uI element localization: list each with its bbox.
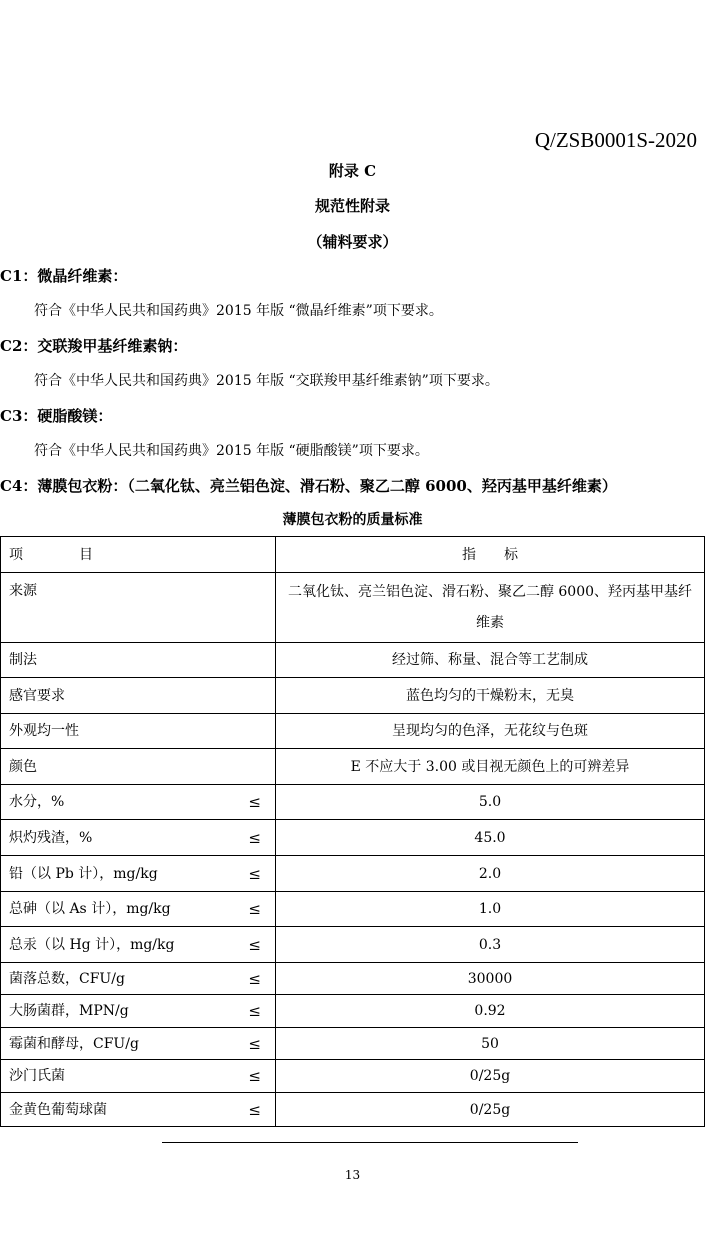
table-row <box>1 927 705 963</box>
row-item-label: 金黄色葡萄球菌 <box>9 1101 107 1118</box>
row-item-label: 来源 <box>9 583 37 599</box>
section-c1-heading: C1：微晶纤维素： <box>0 267 128 285</box>
row-spec-cell: 45.0 <box>276 820 705 856</box>
table-row <box>1 643 705 678</box>
footer-rule <box>162 1142 578 1143</box>
header-spec: 指 标 <box>276 537 705 573</box>
appendix-subtitle: （辅料要求） <box>307 233 398 251</box>
row-item-cell <box>1 573 276 643</box>
table-row <box>1 1028 705 1060</box>
table-row <box>1 573 705 643</box>
quality-standard-table <box>0 536 705 1127</box>
less-equal-symbol: ≤ <box>248 1002 261 1020</box>
row-spec-cell: 0/25g <box>276 1093 705 1127</box>
table-title: 薄膜包衣粉的质量标准 <box>282 512 423 528</box>
row-item-cell <box>1 678 276 714</box>
row-spec-cell: 经过筛、称量、混合等工艺制成 <box>276 643 705 678</box>
less-equal-symbol: ≤ <box>248 969 261 988</box>
table-row <box>1 785 705 820</box>
row-item-label: 大肠菌群，MPN/g <box>9 1003 129 1019</box>
row-spec-cell: 蓝色均匀的干燥粉末，无臭 <box>276 678 705 714</box>
row-item-cell <box>1 1060 276 1093</box>
table-row <box>1 963 705 995</box>
table-row <box>1 714 705 749</box>
row-spec-cell: 呈现均匀的色泽，无花纹与色斑 <box>276 714 705 749</box>
section-c2-heading: C2：交联羧甲基纤维素钠： <box>0 337 188 355</box>
row-item-cell <box>1 714 276 749</box>
less-equal-symbol: ≤ <box>248 793 261 811</box>
row-spec-cell: 0.3 <box>276 927 705 963</box>
header-item: 项 目 <box>1 537 276 573</box>
table-row <box>1 820 705 856</box>
document-code: Q/ZSB0001S-2020 <box>534 128 697 152</box>
row-item-cell <box>1 856 276 892</box>
row-item-label: 菌落总数，CFU/g <box>9 970 125 987</box>
row-item-label: 总汞（以 Hg 计），mg/kg <box>9 936 175 953</box>
row-item-label: 霉菌和酵母，CFU/g <box>9 1035 139 1052</box>
row-item-label: 炽灼残渣，% <box>9 829 93 846</box>
table-row <box>1 892 705 927</box>
table-row <box>1 1060 705 1093</box>
row-item-label: 制法 <box>9 652 37 668</box>
row-spec-cell: E 不应大于 3.00 或目视无颜色上的可辨差异 <box>276 749 705 785</box>
table-row <box>1 678 705 714</box>
row-item-cell <box>1 963 276 995</box>
section-c2-text: 符合《中华人民共和国药典》2015 年版 “交联羧甲基纤维素钠”项下要求。 <box>34 373 499 389</box>
row-item-cell <box>1 927 276 963</box>
row-item-cell <box>1 1093 276 1127</box>
row-item-label: 颜色 <box>9 758 37 775</box>
row-item-label: 外观均一性 <box>9 723 79 739</box>
less-equal-symbol: ≤ <box>248 1067 261 1085</box>
less-equal-symbol: ≤ <box>248 864 261 883</box>
appendix-title: 附录 C <box>328 162 377 180</box>
row-spec-cell: 50 <box>276 1028 705 1060</box>
row-item-label: 铅（以 Pb 计），mg/kg <box>9 865 158 882</box>
section-c4-heading: C4：薄膜包衣粉：（二氧化钛、亮兰铝色淀、滑石粉、聚乙二醇 6000、羟丙基甲基纤维素） <box>0 477 617 495</box>
section-c3-text: 符合《中华人民共和国药典》2015 年版 “硬脂酸镁”项下要求。 <box>34 443 429 459</box>
row-item-cell <box>1 785 276 820</box>
less-equal-symbol: ≤ <box>248 935 261 954</box>
appendix-type: 规范性附录 <box>314 197 390 215</box>
row-item-cell <box>1 643 276 678</box>
row-spec-cell: 二氧化钛、亮兰铝色淀、滑石粉、聚乙二醇 6000、羟丙基甲基纤维素 <box>276 573 705 643</box>
row-item-cell <box>1 995 276 1028</box>
table-row <box>1 1093 705 1127</box>
table-row <box>1 749 705 785</box>
section-c3-heading: C3：硬脂酸镁： <box>0 407 113 425</box>
section-c1-text: 符合《中华人民共和国药典》2015 年版 “微晶纤维素”项下要求。 <box>34 303 443 319</box>
row-spec-cell: 2.0 <box>276 856 705 892</box>
row-item-label: 总砷（以 As 计），mg/kg <box>9 901 171 917</box>
row-spec-cell: 1.0 <box>276 892 705 927</box>
row-spec-cell: 30000 <box>276 963 705 995</box>
row-item-label: 感官要求 <box>9 687 65 704</box>
less-equal-symbol: ≤ <box>248 900 261 918</box>
row-item-cell <box>1 1028 276 1060</box>
row-item-cell <box>1 820 276 856</box>
row-spec-cell: 0.92 <box>276 995 705 1028</box>
less-equal-symbol: ≤ <box>248 1100 261 1119</box>
table-header-row <box>1 537 705 573</box>
row-spec-cell: 5.0 <box>276 785 705 820</box>
table-row <box>1 995 705 1028</box>
less-equal-symbol: ≤ <box>248 828 261 847</box>
row-spec-cell: 0/25g <box>276 1060 705 1093</box>
table-row <box>1 856 705 892</box>
less-equal-symbol: ≤ <box>248 1034 261 1053</box>
row-item-cell <box>1 892 276 927</box>
page-number: 13 <box>344 1168 361 1182</box>
row-item-label: 水分，% <box>9 794 65 810</box>
row-item-cell <box>1 749 276 785</box>
row-item-label: 沙门氏菌 <box>9 1068 65 1084</box>
